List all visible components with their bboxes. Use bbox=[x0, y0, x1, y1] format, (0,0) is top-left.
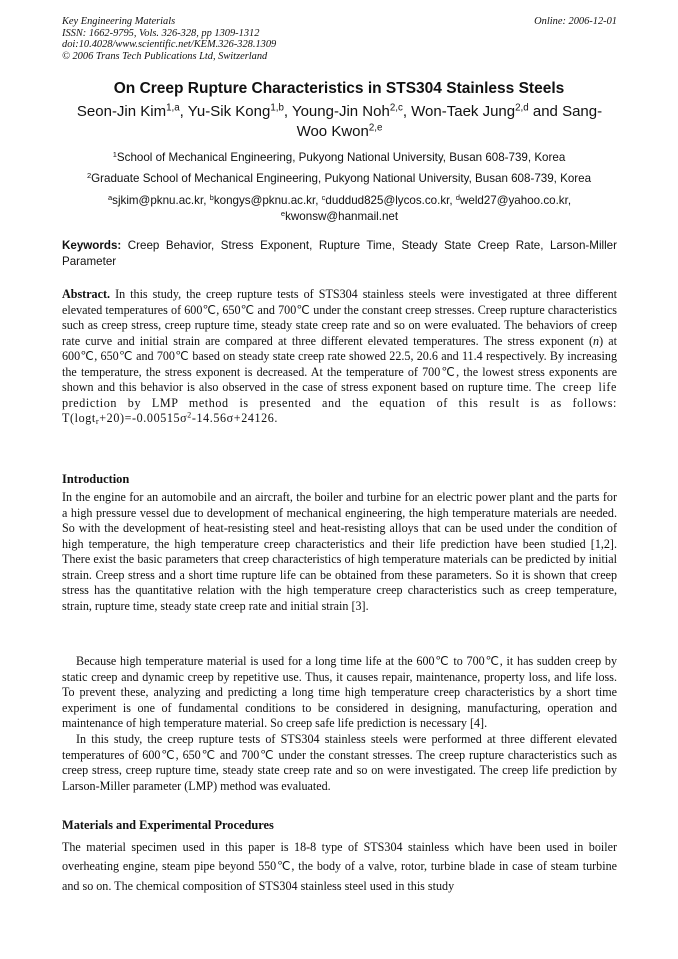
author-list: Seon-Jin Kim$^{1,a}$, Yu-Sik Kong$^{1,b}$, Young-Jin Noh$^{2,c}$, Won-Taek Jung$^{2,d}$ and Sang-Woo Kwon$^{2,e}$ bbox=[76, 102, 603, 140]
author-affiliation-mark: 2,e bbox=[368, 122, 383, 134]
abstract: Abstract. In this study, the creep rupture tests of STS304 stainless steels were investigated at three different elevated temperatures of 600℃, 650℃ and 700℃ under the constant creep stresses. Creep rupture characteristics such as creep stress, creep rupture time, steady state creep rate and so on were evaluated. The behaviors of creep rate curve and initial strain are compared at three different elevated temperatures. The stress exponent (n) at 600℃, 650℃ and 700℃ based on steady state creep rate showed 22.5, 20.6 and 11.4 respectively. By increasing the temperature, the stress exponent is decreased. At the temperature of 700℃, the lowest stress exponents are shown and this behavior is also observed in the case of stress exponent based on rupture time. The creep life prediction by LMP method is presented and the equation of this result is as follows: $T(\log t_r+20)=-0.00515\sigma^2-14.56\sigma+24126$. bbox=[62, 287, 618, 427]
online-date: Online: 2006-12-01 bbox=[534, 16, 617, 27]
abstract-label: Abstract. bbox=[62, 287, 111, 301]
materials-heading: Materials and Experimental Procedures bbox=[62, 818, 274, 832]
introduction-paragraph-2: Because high temperature material is used for a long time life at the 600℃ to 700℃, it has sudden creep by static creep and dynamic creep by repetitive use. Thus, it causes repair, maintenance, property loss, and life loss. To prevent these, analyzing and predicting a long time high temperature creep characteristics by a short time experiment is one of fundamental conditions to be considered in designing, manufacturing, operation and maintenance of high temperature material. So creep safe life prediction is necessary [4]. bbox=[62, 654, 617, 731]
author-affiliation-mark: 1,b bbox=[270, 102, 284, 114]
email-list: $^a$sjkim@pknu.ac.kr, $^b$kongys@pknu.ac.kr, $^c$duddud825@lycos.co.kr, $^d$weld27@yahoo.co.kr, $^e$kwonsw@hanmail.net bbox=[107, 192, 572, 223]
email-link[interactable]: sjkim@pknu.ac.kr bbox=[112, 194, 204, 207]
author-name: Sang-Woo Kwon bbox=[296, 103, 603, 140]
author-name: Young-Jin Noh bbox=[291, 103, 390, 120]
journal-header bbox=[62, 16, 617, 62]
email-link[interactable]: weld27@yahoo.co.kr bbox=[460, 194, 568, 207]
introduction-paragraph-1: In the engine for an automobile and an aircraft, the boiler and turbine for an electric power plant and the parts for a high pressure vessel due to development of mechanical engineering, the high temperature materials are needed. So with the development of heat-resisting steel and heat-resisting alloys that can be used under the condition of high temperature, the high temperature creep characteristics and their life prediction have been studied [1,2]. There exist the basic parameters that creep characteristics of high temperature materials can be predicted by initial strain. Creep stress and a short time rupture life can be obtained from these parameters. So it is shown that creep stress has the quantitative relation with the high temperature creep characteristics such as creep temperature, strain, rupture time, steady state creep rate and initial strain [3]. bbox=[62, 490, 617, 613]
keywords-label: Keywords: bbox=[62, 239, 122, 252]
introduction-heading: Introduction bbox=[62, 472, 130, 486]
author-name: Seon-Jin Kim bbox=[76, 103, 167, 120]
author-affiliation-mark: 2,c bbox=[389, 102, 403, 114]
author-name: Won-Taek Jung bbox=[411, 103, 516, 120]
email-link[interactable]: kongys@pknu.ac.kr bbox=[213, 194, 316, 207]
email-link[interactable]: kwonsw@hanmail.net bbox=[285, 209, 399, 223]
email-link[interactable]: duddud825@lycos.co.kr bbox=[325, 194, 450, 207]
doi-line[interactable]: doi:10.4028/www.scientific.net/KEM.326-328.1309 bbox=[62, 39, 277, 51]
materials-paragraph-1: The material specimen used in this paper is 18-8 type of STS304 stainless which have been used in boiler overheating engine, steam pipe beyond 550℃, the body of a valve, rotor, turbine blade in case of steam turbine and so on. The chemical composition of STS304 stainless steel used in this study bbox=[62, 840, 617, 893]
introduction-paragraph-3: In this study, the creep rupture tests of STS304 stainless steels were performed at three different elevated temperatures of 600℃, 650℃ and 700℃ under the constant stresses. The creep rupture characteristics such as creep stress, creep rupture time, steady state creep rate and so on were investigated. The creep life prediction by Larson-Miller parameter (LMP) method was evaluated. bbox=[62, 732, 617, 793]
author-affiliation-mark: 2,d bbox=[515, 102, 529, 114]
keywords bbox=[62, 238, 617, 269]
author-affiliation-mark: 1,a bbox=[166, 102, 180, 114]
issn-line: ISSN: 1662-9795, Vols. 326-328, pp 1309-1312 bbox=[62, 27, 260, 39]
journal-name: Key Engineering Materials bbox=[62, 16, 176, 27]
affiliation-2: $^2$Graduate School of Mechanical Engineering, Pukyong National University, Busan 608-739, Korea bbox=[86, 170, 592, 185]
keywords-text: Creep Behavior, Stress Exponent, Rupture Time, Steady State Creep Rate, Larson-Miller Parameter bbox=[62, 239, 617, 268]
affiliation-1: $^1$School of Mechanical Engineering, Pukyong National University, Busan 608-739, Korea bbox=[112, 149, 566, 164]
paper-title: On Creep Rupture Characteristics in STS304 Stainless Steels bbox=[113, 80, 565, 97]
author-name: Yu-Sik Kong bbox=[187, 103, 271, 120]
copyright-line: © 2006 Trans Tech Publications Ltd, Switzerland bbox=[62, 50, 268, 62]
lmp-equation: $T(\log t_r+20)=-0.00515\sigma^2-14.56\sigma+24126$. bbox=[62, 411, 279, 427]
